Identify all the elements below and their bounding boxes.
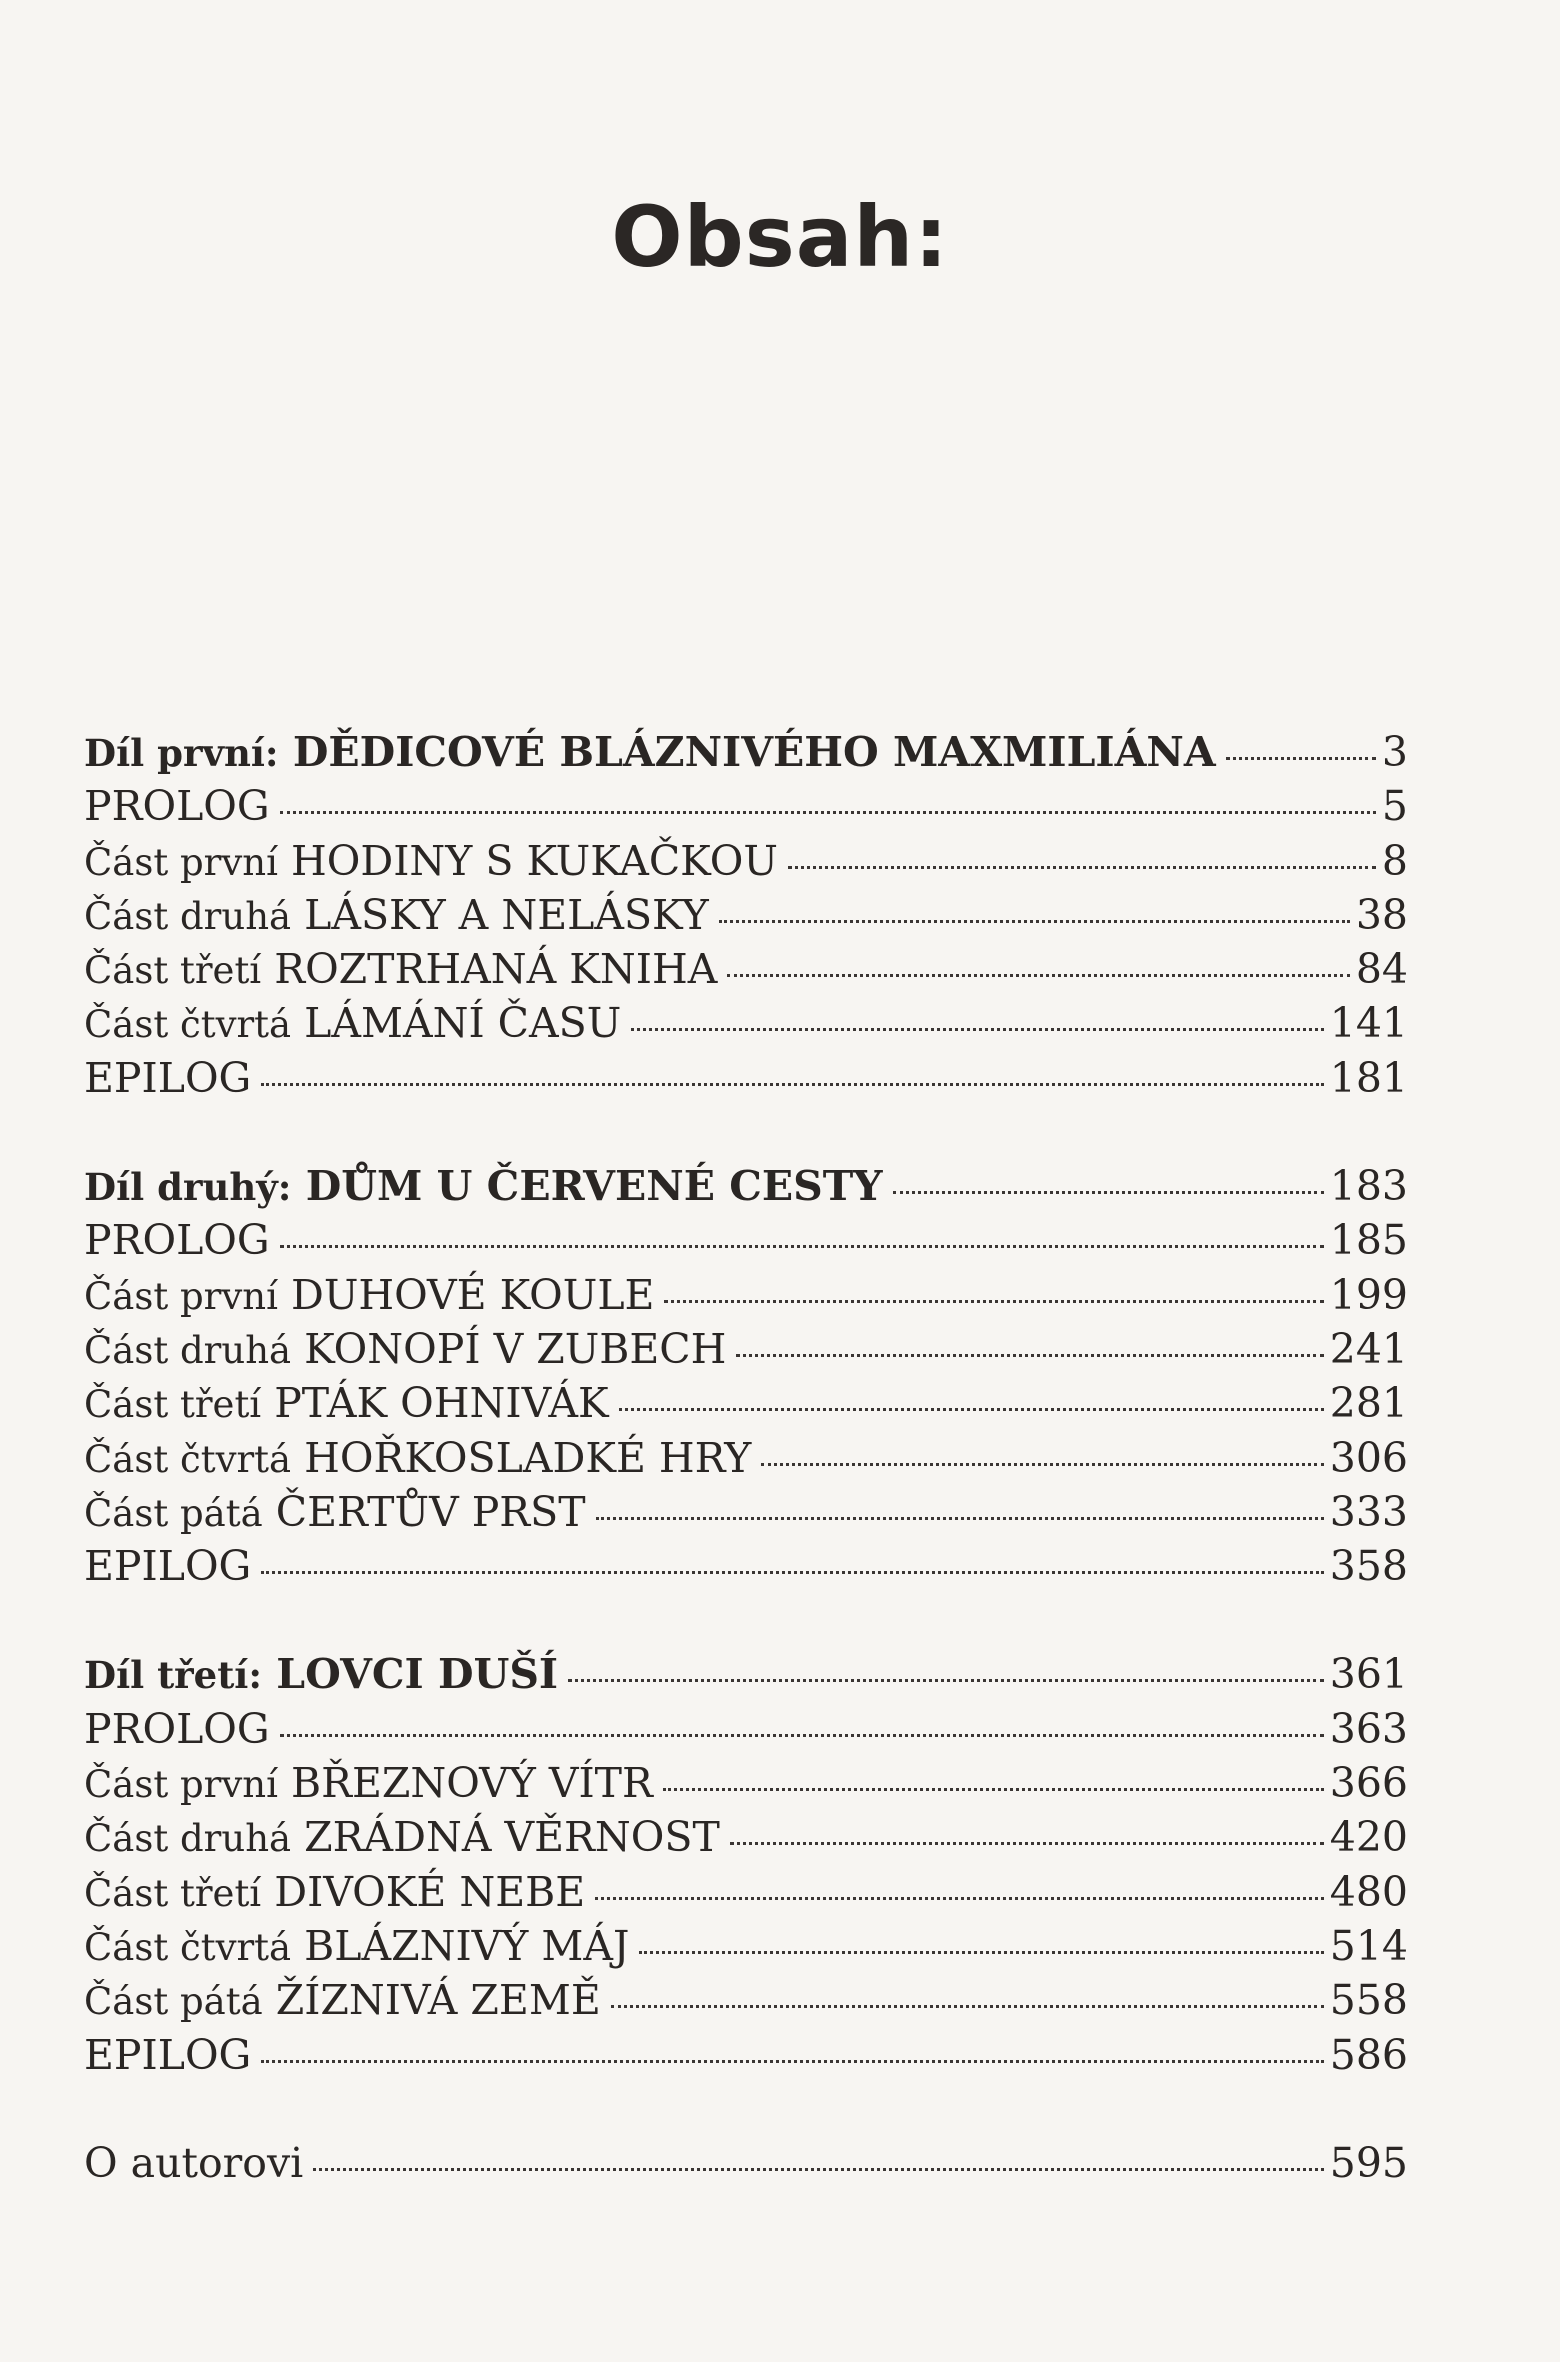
toc-entry-title: BLÁZNIVÝ MÁJ — [304, 1921, 630, 1970]
toc-entry-title: HOŘKOSLADKÉ HRY — [304, 1433, 752, 1482]
dot-leader — [280, 1245, 1324, 1248]
toc-entry-prefix: Část první — [84, 1763, 278, 1807]
toc-part-prefix: Díl druhý: — [84, 1165, 292, 1210]
toc-entry-title: HODINY S KUKAČKOU — [290, 836, 778, 885]
toc-entry-title: EPILOG — [84, 1053, 252, 1102]
toc-part-heading[interactable] — [84, 1647, 1408, 1701]
toc-part-2 — [84, 1159, 1408, 1593]
toc-entry-label — [84, 888, 709, 944]
toc-entry-label — [84, 779, 270, 833]
toc-entry-label — [84, 1810, 720, 1866]
toc-entry-prefix: Část čtvrtá — [84, 1437, 292, 1481]
toc-entry-title: ČERTŮV PRST — [275, 1487, 586, 1536]
dot-leader — [313, 2168, 1324, 2171]
toc-page-number: 183 — [1329, 1162, 1408, 1211]
toc-entry-label — [84, 1431, 751, 1487]
dot-leader — [261, 2060, 1323, 2063]
toc-part-heading[interactable] — [84, 725, 1408, 779]
toc-entry-label — [84, 725, 1216, 780]
toc-part-1 — [84, 725, 1408, 1105]
toc-entry[interactable] — [84, 1756, 1408, 1810]
toc-entry-prefix: Část čtvrtá — [84, 1003, 292, 1047]
toc-entry[interactable] — [84, 1539, 1408, 1593]
toc-page-number: 306 — [1329, 1433, 1408, 1482]
dot-leader — [664, 1300, 1323, 1303]
toc-entry-title: ROZTRHANÁ KNIHA — [274, 945, 718, 994]
toc-entry[interactable] — [84, 1376, 1408, 1430]
toc-entry-label — [84, 2028, 251, 2082]
toc-page-number: 586 — [1329, 2030, 1408, 2079]
toc-page-number: 558 — [1329, 1976, 1408, 2025]
dot-leader — [893, 1191, 1324, 1194]
toc-page-number: 38 — [1355, 890, 1408, 939]
toc-entry-prefix: Část první — [84, 1274, 278, 1318]
toc-page-number: 514 — [1329, 1921, 1408, 1970]
toc-entry[interactable] — [84, 779, 1408, 833]
toc-entry-title: PROLOG — [84, 1216, 270, 1265]
dot-leader — [611, 2005, 1324, 2008]
toc-entry-prefix: Část druhá — [84, 1817, 292, 1861]
toc-entry-title: EPILOG — [84, 1542, 252, 1591]
toc-entry[interactable] — [84, 996, 1408, 1050]
toc-entry-title: PROLOG — [84, 1704, 270, 1753]
toc-page-number: 181 — [1329, 1053, 1408, 1102]
toc-part-title: LOVCI DUŠÍ — [276, 1650, 559, 1699]
dot-leader — [663, 1788, 1324, 1791]
toc-page-number: 361 — [1329, 1650, 1408, 1699]
toc-page-number: 241 — [1329, 1324, 1408, 1373]
toc-entry-prefix: Část třetí — [84, 1871, 262, 1915]
dot-leader — [1226, 757, 1376, 760]
toc-entry-prefix: Část první — [84, 840, 278, 884]
toc-entry-label — [84, 834, 778, 890]
toc-entry-label — [84, 1485, 586, 1541]
toc-entry[interactable] — [84, 1213, 1408, 1267]
toc-entry-label — [84, 1973, 601, 2029]
toc-page-number: 5 — [1381, 782, 1408, 831]
toc-entry-label — [84, 2136, 303, 2190]
toc-entry-label — [84, 1268, 654, 1324]
dot-leader — [788, 866, 1376, 869]
toc-entry-title: KONOPÍ V ZUBECH — [304, 1324, 727, 1373]
toc-page-number: 366 — [1329, 1759, 1408, 1808]
toc-entry-title: DIVOKÉ NEBE — [274, 1867, 586, 1916]
toc-entry-title: O autorovi — [84, 2138, 304, 2187]
toc-page-number: 3 — [1381, 728, 1408, 776]
toc-entry[interactable] — [84, 1865, 1408, 1919]
toc-entry-title: ŽÍZNIVÁ ZEMĚ — [275, 1976, 601, 2025]
dot-leader — [719, 920, 1350, 923]
toc-entry-label — [84, 1376, 609, 1432]
toc-entry-label — [84, 1213, 270, 1267]
dot-leader — [727, 974, 1349, 977]
page-title: Obsah: — [611, 188, 949, 286]
dot-leader — [736, 1354, 1323, 1357]
toc-entry-label — [84, 1539, 251, 1593]
dot-leader — [619, 1408, 1324, 1411]
toc-page-number: 281 — [1329, 1379, 1408, 1428]
toc-page-number: 480 — [1329, 1867, 1408, 1916]
toc-page-number: 363 — [1329, 1704, 1408, 1753]
toc-page-number: 420 — [1329, 1813, 1408, 1862]
toc-page-number: 8 — [1381, 836, 1408, 885]
toc-entry[interactable] — [84, 1431, 1408, 1485]
dot-leader — [596, 1517, 1324, 1520]
toc-entry[interactable] — [84, 2028, 1408, 2082]
toc-part-prefix: Díl první: — [84, 731, 279, 775]
toc-part-heading[interactable] — [84, 1159, 1408, 1213]
toc-entry[interactable] — [84, 1810, 1408, 1864]
toc-entry-prefix: Část třetí — [84, 949, 262, 993]
dot-leader — [280, 811, 1376, 814]
dot-leader — [631, 1028, 1323, 1031]
toc-entry-label — [84, 996, 621, 1052]
toc-entry-title: LÁSKY A NELÁSKY — [304, 890, 709, 939]
toc-entry-label — [84, 1702, 270, 1756]
toc-entry-label — [84, 1919, 629, 1975]
toc-entry[interactable] — [84, 942, 1408, 996]
toc-entry[interactable] — [84, 1702, 1408, 1756]
toc-about-author[interactable] — [84, 2136, 1408, 2190]
toc-entry[interactable] — [84, 834, 1408, 888]
dot-leader — [639, 1951, 1323, 1954]
toc-entry-label — [84, 1865, 585, 1921]
toc-entry[interactable] — [84, 1973, 1408, 2027]
toc-page-number: 358 — [1329, 1542, 1408, 1591]
table-of-contents — [84, 725, 1408, 2190]
dot-leader — [730, 1842, 1324, 1845]
toc-page-number: 185 — [1329, 1216, 1408, 1265]
toc-entry-title: ZRÁDNÁ VĚRNOST — [304, 1813, 720, 1862]
dot-leader — [261, 1571, 1323, 1574]
toc-entry-prefix: Část pátá — [84, 1980, 263, 2024]
toc-entry-label — [84, 1051, 251, 1105]
toc-entry[interactable] — [84, 1485, 1408, 1539]
toc-entry-prefix: Část třetí — [84, 1383, 262, 1427]
dot-leader — [568, 1679, 1324, 1682]
toc-entry-prefix: Část pátá — [84, 1491, 263, 1535]
dot-leader — [761, 1463, 1323, 1466]
toc-part-prefix: Díl třetí: — [84, 1653, 263, 1698]
toc-entry-title: BŘEZNOVÝ VÍTR — [290, 1759, 653, 1808]
toc-entry-title: EPILOG — [84, 2030, 252, 2079]
toc-entry[interactable] — [84, 1322, 1408, 1376]
toc-entry-label — [84, 1647, 558, 1702]
toc-entry-prefix: Část čtvrtá — [84, 1925, 292, 1969]
toc-page-number: 199 — [1329, 1270, 1408, 1319]
dot-leader — [280, 1734, 1324, 1737]
toc-entry-title: DUHOVÉ KOULE — [290, 1270, 655, 1319]
toc-entry-title: PROLOG — [84, 782, 270, 831]
toc-entry-label — [84, 1756, 653, 1812]
toc-entry-label — [84, 1322, 726, 1378]
toc-page-number: 595 — [1329, 2138, 1408, 2187]
toc-part-title: DŮM U ČERVENÉ CESTY — [305, 1162, 883, 1211]
toc-part-title: DĚDICOVÉ BLÁZNIVÉHO MAXMILIÁNA — [292, 728, 1216, 776]
toc-entry-label — [84, 1159, 883, 1214]
toc-entry[interactable] — [84, 1051, 1408, 1105]
toc-page-number: 333 — [1329, 1487, 1408, 1536]
dot-leader — [261, 1083, 1323, 1086]
toc-page-number: 141 — [1329, 999, 1408, 1048]
toc-entry-prefix: Část druhá — [84, 894, 292, 938]
toc-entry-prefix: Část druhá — [84, 1328, 292, 1372]
toc-page-number: 84 — [1355, 945, 1408, 994]
toc-entry[interactable] — [84, 1268, 1408, 1322]
toc-entry-label — [84, 942, 717, 998]
toc-entry-title: LÁMÁNÍ ČASU — [304, 999, 622, 1048]
toc-entry[interactable] — [84, 1919, 1408, 1973]
toc-part-3 — [84, 1647, 1408, 2081]
dot-leader — [595, 1897, 1324, 1900]
toc-entry[interactable] — [84, 888, 1408, 942]
toc-entry-title: PTÁK OHNIVÁK — [274, 1379, 609, 1428]
